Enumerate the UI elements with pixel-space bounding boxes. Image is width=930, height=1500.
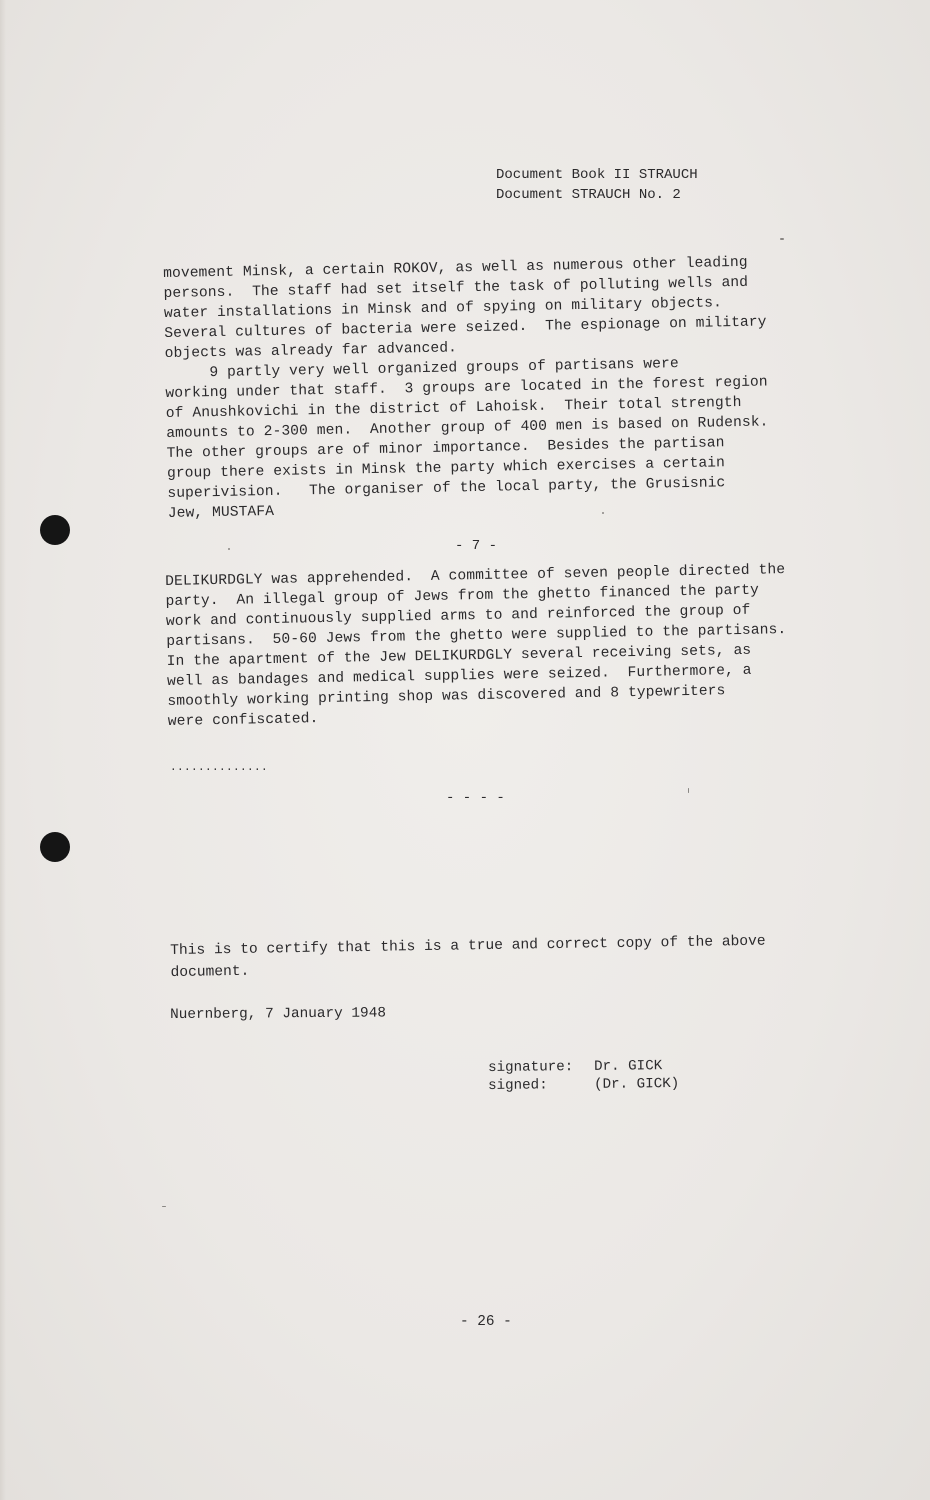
- paper-speck: [162, 1206, 166, 1207]
- certification-statement: [170, 931, 766, 984]
- text-line: Several cultures of bacteria were seized. The espionage on military: [164, 314, 767, 342]
- signed-value: (Dr. GICK): [593, 1075, 680, 1093]
- text-line: persons. The staff had set itself the task of polluting wells and: [163, 274, 749, 302]
- text-line: The other groups are of minor importance. Besides the partisan: [166, 435, 725, 462]
- paper-speck: [688, 788, 689, 793]
- text-line: objects was already far advanced.: [164, 340, 458, 362]
- paragraph-continuation: [163, 251, 858, 524]
- text-line: Jew, MUSTAFA: [167, 503, 275, 522]
- certification-line: document.: [170, 963, 250, 981]
- signed-row: [488, 1076, 679, 1094]
- text-line: movement Minsk, a certain ROKOV, as well as numerous other leading: [163, 254, 748, 282]
- text-line: smoothly working printing shop was discovered and 8 typewriters: [167, 683, 726, 710]
- text-line: of Anushkovichi in the district of Lahoisk. Their total strength: [165, 394, 742, 422]
- internal-page-marker: - 7 -: [455, 538, 498, 554]
- header-line-book: Document Book II STRAUCH: [496, 167, 698, 183]
- text-line: In the apartment of the Jew DELIKURDGLY several receiving sets, as: [166, 642, 752, 670]
- document-header: [496, 165, 698, 205]
- text-line: amounts to 2-300 men. Another group of 400 men is based on Rudensk.: [166, 414, 769, 442]
- paper-speck: [602, 512, 604, 514]
- text-line: DELIKURDGLY was apprehended. A committee of seven people directed the: [165, 562, 786, 590]
- footer-page-number: - 26 -: [460, 1314, 512, 1330]
- paragraph-delikurdgly: [165, 559, 858, 732]
- text-line: were confiscated.: [167, 711, 319, 730]
- place-and-date: Nuernberg, 7 January 1948: [170, 1005, 387, 1023]
- text-line: partisans. 50-60 Jews from the ghetto were supplied to the partisans.: [166, 622, 787, 650]
- signature-row: [488, 1058, 662, 1076]
- text-line: work and continuously supplied arms to and reinforced the group of: [165, 602, 751, 630]
- text-line: group there exists in Minsk the party which exercises a certain: [166, 455, 726, 482]
- dotted-separator: ..............: [170, 762, 269, 774]
- certification-line: This is to certify that this is a true and correct copy of the above: [170, 933, 766, 959]
- signature-value: Dr. GICK: [593, 1058, 663, 1075]
- text-line: water installations in Minsk and of spying on military objects.: [163, 295, 723, 322]
- page-edge-shadow: [0, 0, 6, 1500]
- text-line: 9 partly very well organized groups of partisans were: [164, 356, 679, 382]
- signed-label: signed:: [488, 1077, 548, 1094]
- punch-hole-bottom: [40, 832, 70, 862]
- header-line-number: Document STRAUCH No. 2: [496, 187, 681, 203]
- text-line: well as bandages and medical supplies were seized. Furthermore, a: [166, 662, 752, 690]
- dashed-separator: - - - -: [446, 790, 505, 806]
- text-line: working under that staff. 3 groups are located in the forest region: [165, 374, 768, 402]
- paper-speck: [228, 548, 230, 550]
- punch-hole-top: [40, 515, 70, 545]
- signature-label: signature:: [488, 1059, 574, 1076]
- paper-speck: [780, 238, 784, 240]
- text-line: superivision. The organiser of the local party, the Grusisnic: [167, 475, 726, 502]
- text-line: party. An illegal group of Jews from the ghetto financed the party: [165, 582, 760, 610]
